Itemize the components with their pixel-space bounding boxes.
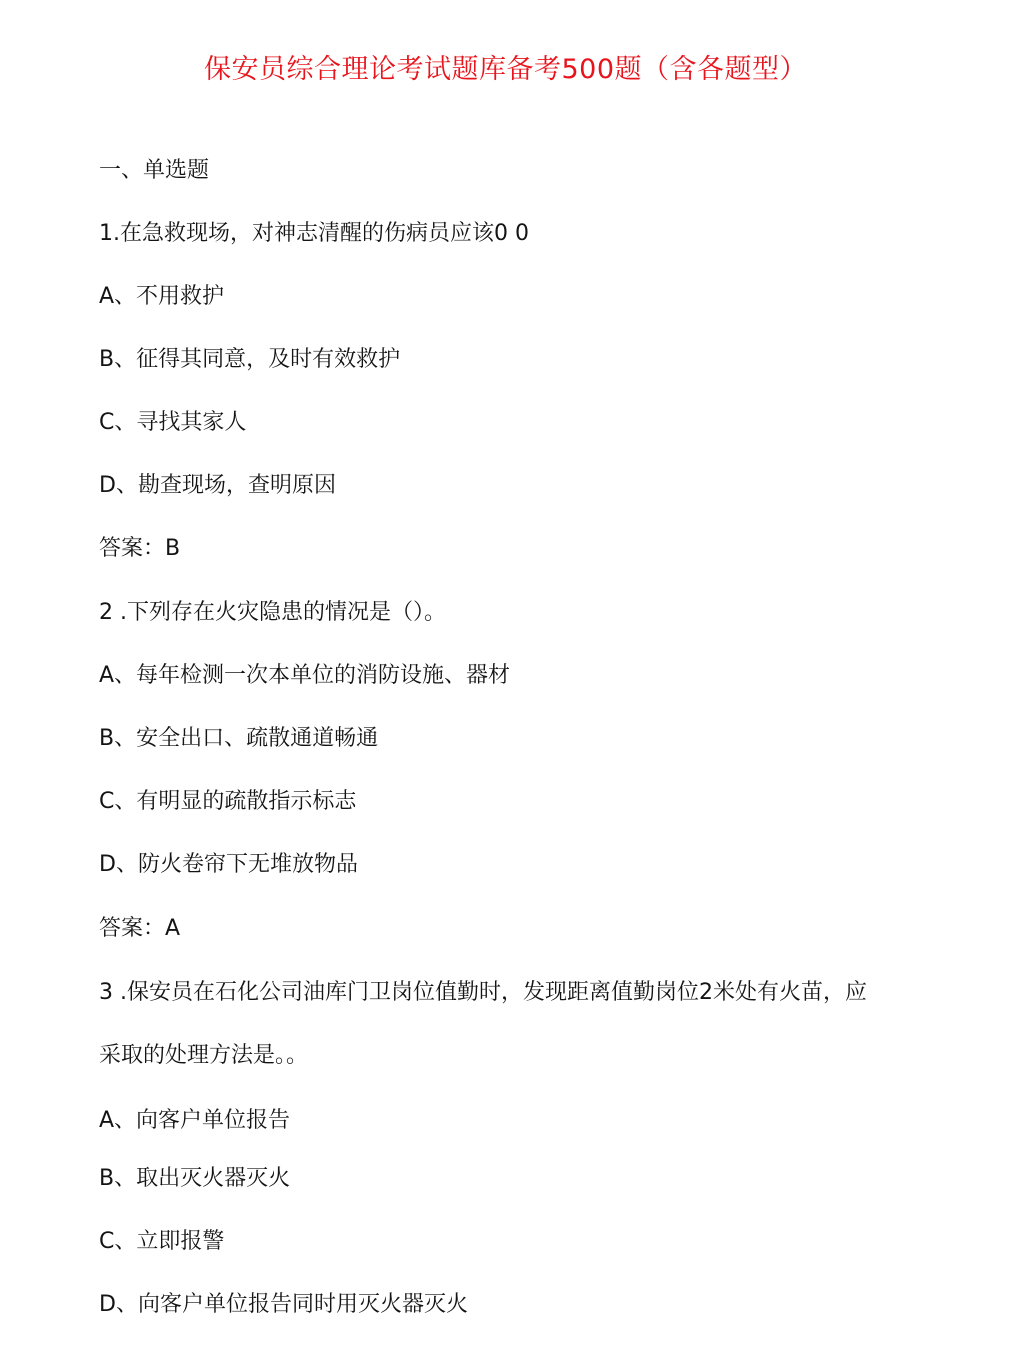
- question-2-option-b: B、安全出口、疏散通道畅通: [99, 726, 379, 751]
- question-1-option-b: B、征得其同意，及时有效救护: [99, 347, 401, 372]
- question-2-answer: 答案：A: [99, 916, 181, 941]
- question-1-stem: 1.在急救现场，对神志清醒的伤病员应该0 0: [99, 221, 529, 246]
- section-heading: 一、单选题: [99, 158, 210, 183]
- question-1-option-d: D、勘查现场，查明原因: [99, 473, 336, 498]
- question-3-stem-line-1: 3 .保安员在石化公司油库门卫岗位值勤时，发现距离值勤岗位2米处有火苗，应: [99, 980, 867, 1005]
- question-1-option-a: A、不用救护: [99, 284, 225, 309]
- question-2-option-c: C、有明显的疏散指示标志: [99, 789, 357, 814]
- question-3-stem-line-2: 采取的处理方法是。。: [99, 1043, 309, 1068]
- question-2-option-d: D、防火卷帘下无堆放物品: [99, 852, 358, 877]
- question-1-option-c: C、寻找其家人: [99, 410, 247, 435]
- question-3-option-b: B、取出灭火器灭火: [99, 1166, 291, 1191]
- document-title: 保安员综合理论考试题库备考500题（含各题型）: [203, 54, 808, 85]
- question-2-option-a: A、每年检测一次本单位的消防设施、器材: [99, 663, 511, 688]
- question-3-option-d: D、向客户单位报告同时用灭火器灭火: [99, 1292, 468, 1317]
- question-3-option-a: A、向客户单位报告: [99, 1108, 291, 1133]
- question-1-answer: 答案：B: [99, 536, 181, 561]
- question-3-option-c: C、立即报警: [99, 1229, 225, 1254]
- question-2-stem: 2 .下列存在火灾隐患的情况是（）。: [99, 600, 446, 625]
